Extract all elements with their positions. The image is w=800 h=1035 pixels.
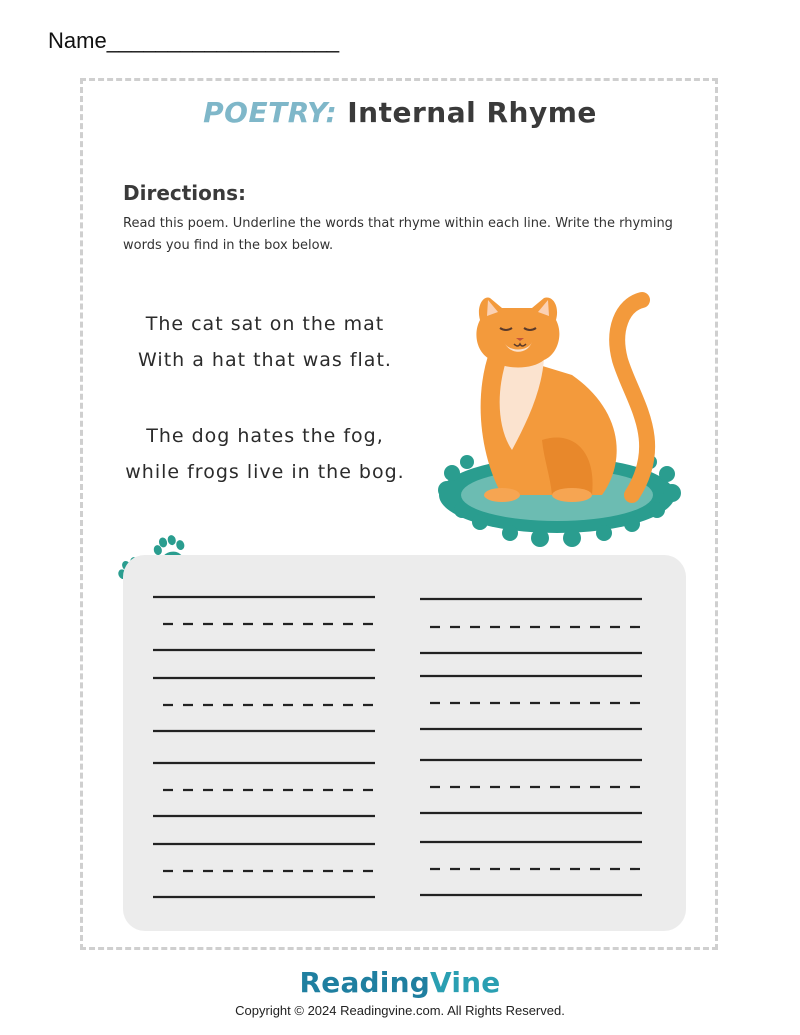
- poem-line: The cat sat on the mat: [145, 313, 385, 335]
- writing-row-left: [153, 597, 375, 650]
- writing-row-right: [420, 676, 642, 729]
- poem-line: With a hat that was flat.: [138, 349, 392, 371]
- writing-row-right: [420, 760, 642, 813]
- writing-row-left: [153, 763, 375, 816]
- directions-heading: Directions:: [123, 181, 247, 205]
- name-blank: ___________________: [106, 28, 340, 53]
- name-label: Name: [48, 28, 107, 53]
- readingvine-logo: [0, 966, 800, 999]
- copyright-text: Copyright © 2024 Readingvine.com. All Rights Reserved.: [235, 1003, 565, 1018]
- directions-text: Read this poem. Underline the words that rhyme within each line. Write the rhyming words you find in the box below.: [123, 216, 673, 253]
- writing-row-left: [153, 844, 375, 897]
- writing-row-right: [420, 599, 642, 653]
- poem-line: while frogs live in the bog.: [125, 461, 405, 483]
- poem-line: The dog hates the fog,: [146, 425, 384, 447]
- writing-row-left: [153, 678, 375, 731]
- logo-vine: Vine: [429, 966, 501, 999]
- logo-reading: Reading: [299, 966, 430, 999]
- title-topic: Internal Rhyme: [347, 96, 597, 129]
- writing-row-right: [420, 842, 642, 895]
- title-poetry: POETRY:: [203, 96, 338, 129]
